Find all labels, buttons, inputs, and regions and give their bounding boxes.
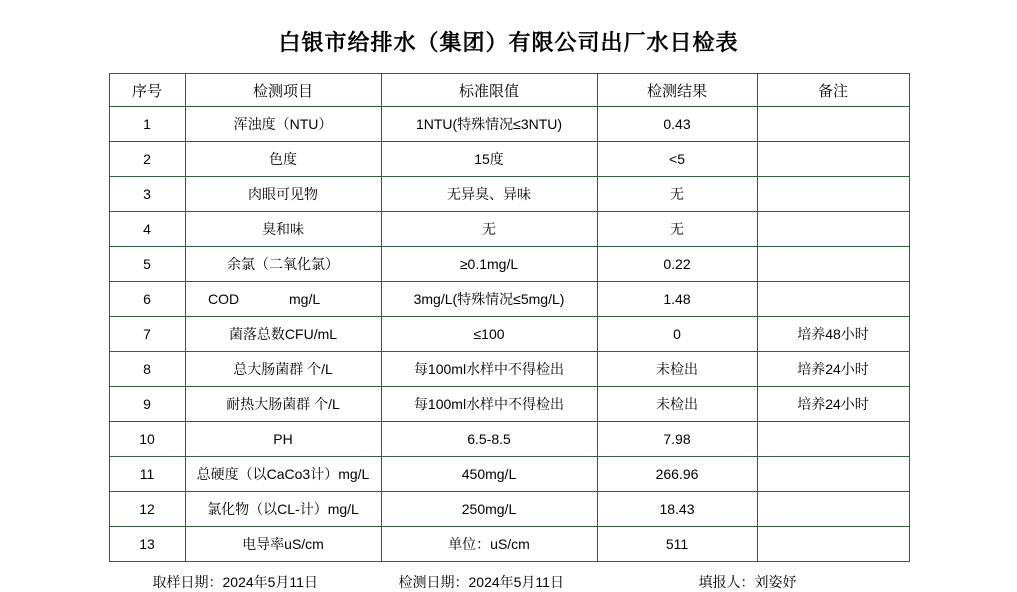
cell-result: 0.43	[597, 107, 757, 142]
table-row	[109, 527, 909, 562]
cell-remark	[757, 247, 909, 282]
table-row	[109, 352, 909, 387]
page-title: 白银市给排水（集团）有限公司出厂水日检表	[278, 30, 739, 55]
table-row	[109, 492, 909, 527]
table-body	[109, 74, 909, 562]
cell-remark	[757, 212, 909, 247]
cell-remark: 培养24小时	[757, 387, 909, 422]
cell-result: 1.48	[597, 282, 757, 317]
cell-no: 11	[109, 457, 185, 492]
cell-limit: 450mg/L	[381, 457, 597, 492]
table-row	[109, 317, 909, 352]
cell-item: 氯化物（以CL-计）mg/L	[185, 492, 381, 527]
cell-limit: 无	[381, 212, 597, 247]
cell-limit: 6.5-8.5	[381, 422, 597, 457]
column-header-no: 序号	[109, 74, 185, 107]
table-header-row	[109, 74, 909, 107]
column-header-result: 检测结果	[597, 74, 757, 107]
cell-item-label: COD	[208, 291, 240, 307]
cell-no: 3	[109, 177, 185, 212]
cod-item-wrapper	[208, 291, 358, 307]
cell-remark	[757, 177, 909, 212]
cell-item: 总硬度（以CaCo3计）mg/L	[185, 457, 381, 492]
cell-no: 5	[109, 247, 185, 282]
cell-remark	[757, 107, 909, 142]
table-row	[109, 387, 909, 422]
cell-no: 6	[109, 282, 185, 317]
cell-limit: 1NTU(特殊情况≤3NTU)	[381, 107, 597, 142]
cell-limit: ≤100	[381, 317, 597, 352]
cell-remark	[757, 492, 909, 527]
table-container	[109, 73, 909, 562]
column-header-limit: 标准限值	[381, 74, 597, 107]
cell-remark: 培养48小时	[757, 317, 909, 352]
testing-date: 检测日期：2024年5月11日	[398, 574, 564, 590]
cell-item: 余氯（二氧化氯）	[185, 247, 381, 282]
table-row	[109, 247, 909, 282]
cell-limit: 每100ml水样中不得检出	[381, 387, 597, 422]
cell-item	[185, 282, 381, 317]
cell-remark: 培养24小时	[757, 352, 909, 387]
cell-no: 1	[109, 107, 185, 142]
cell-result: 无	[597, 212, 757, 247]
cell-result: 未检出	[597, 387, 757, 422]
cell-limit: 3mg/L(特殊情况≤5mg/L)	[381, 282, 597, 317]
cell-no: 8	[109, 352, 185, 387]
cell-result: <5	[597, 142, 757, 177]
table-row	[109, 212, 909, 247]
column-header-remark: 备注	[757, 74, 909, 107]
cell-item: 色度	[185, 142, 381, 177]
table-row	[109, 177, 909, 212]
cell-remark	[757, 142, 909, 177]
cell-item: 肉眼可见物	[185, 177, 381, 212]
cell-result: 0.22	[597, 247, 757, 282]
table-row	[109, 457, 909, 492]
cell-result: 0	[597, 317, 757, 352]
cell-item: 耐热大肠菌群 个/L	[185, 387, 381, 422]
water-quality-table	[109, 73, 910, 562]
cell-item: 浑浊度（NTU）	[185, 107, 381, 142]
cell-no: 12	[109, 492, 185, 527]
cell-no: 2	[109, 142, 185, 177]
cell-item: 臭和味	[185, 212, 381, 247]
cell-item-unit: mg/L	[289, 291, 321, 307]
cell-no: 9	[109, 387, 185, 422]
cell-limit: 单位：uS/cm	[381, 527, 597, 562]
cell-remark	[757, 527, 909, 562]
cell-no: 10	[109, 422, 185, 457]
table-row	[109, 282, 909, 317]
table-row	[109, 107, 909, 142]
cell-result: 511	[597, 527, 757, 562]
cell-remark	[757, 422, 909, 457]
cell-limit: 250mg/L	[381, 492, 597, 527]
reporter: 填报人：刘姿妤	[698, 574, 797, 590]
cell-result: 7.98	[597, 422, 757, 457]
cell-item: 菌落总数CFU/mL	[185, 317, 381, 352]
cell-result: 未检出	[597, 352, 757, 387]
table-row	[109, 142, 909, 177]
cell-result: 无	[597, 177, 757, 212]
cell-item: PH	[185, 422, 381, 457]
cell-limit: 15度	[381, 142, 597, 177]
cell-item: 总大肠菌群 个/L	[185, 352, 381, 387]
footer	[109, 572, 909, 592]
cell-limit: 每100ml水样中不得检出	[381, 352, 597, 387]
cell-no: 4	[109, 212, 185, 247]
cell-no: 7	[109, 317, 185, 352]
cell-no: 13	[109, 527, 185, 562]
cell-limit: ≥0.1mg/L	[381, 247, 597, 282]
cell-result: 266.96	[597, 457, 757, 492]
table-row	[109, 422, 909, 457]
sampling-date: 取样日期：2024年5月11日	[152, 574, 318, 590]
column-header-item: 检测项目	[185, 74, 381, 107]
cell-item: 电导率uS/cm	[185, 527, 381, 562]
cell-remark	[757, 457, 909, 492]
cell-result: 18.43	[597, 492, 757, 527]
cell-remark	[757, 282, 909, 317]
cell-limit: 无异臭、异味	[381, 177, 597, 212]
